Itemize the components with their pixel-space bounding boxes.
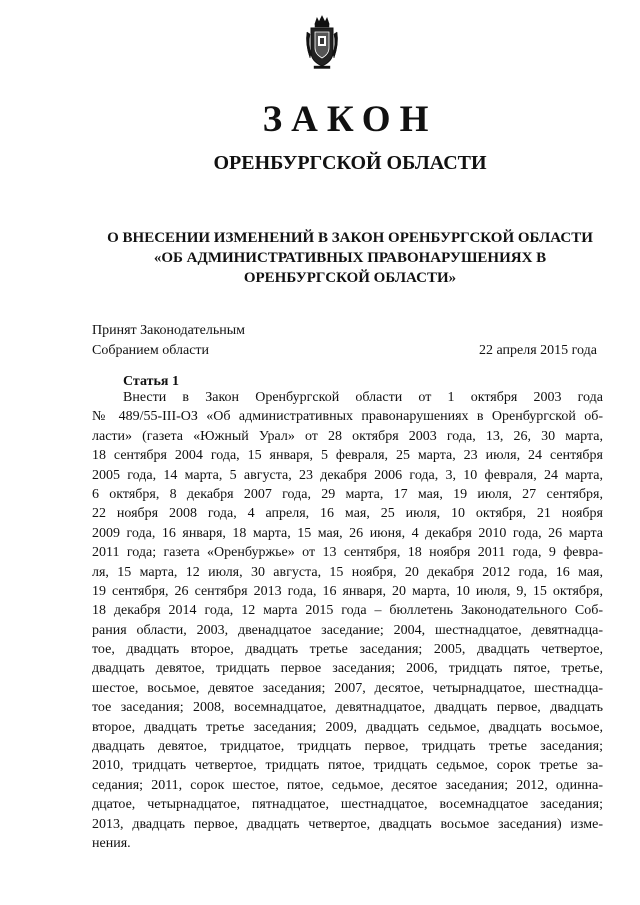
region-title: ОРЕНБУРГСКОЙ ОБЛАСТИ bbox=[213, 152, 487, 174]
subject-line: ОРЕНБУРГСКОЙ ОБЛАСТИ» bbox=[243, 270, 457, 286]
body-line: тое, двадцать второе, двадцать третье заседания; 2005, двадцать четвертое, bbox=[92, 642, 603, 658]
law-title: ЗАКОН bbox=[262, 99, 438, 140]
body-line: 2013, двадцать первое, двадцать четвертое, двадцать восьмое заседания) изме- bbox=[92, 816, 603, 832]
body-line: ласти» (газета «Южный Урал» от 28 октября 2003 года, 13, 26, 30 марта, bbox=[92, 428, 603, 444]
body-line: 2011 года; газета «Оренбуржье» от 13 сентября, 18 ноября 2011 года, 9 февра- bbox=[92, 545, 603, 561]
body-line: тое заседания; 2008, восемнадцатое, девятнадцатое, двадцать первое, двадцать bbox=[92, 700, 603, 716]
body-line: рания области, 2003, двенадцатое заседание; 2004, шестнадцатое, девятнадца- bbox=[92, 622, 603, 638]
body-line: двадцать девятое, тридцать первое заседания; 2006, тридцать пятое, третье, bbox=[92, 661, 603, 677]
body-line: второе, двадцать третье заседания; 2009, двадцать седьмое, двадцать восьмое, bbox=[92, 719, 603, 735]
body-line: 18 декабря 2014 года, 12 марта 2015 года – бюллетень Законодательного Соб- bbox=[92, 603, 603, 619]
adoption-line: Собранием области bbox=[92, 343, 210, 358]
body-line: нения. bbox=[92, 835, 131, 851]
body-line: 18 сентября 2004 года, 15 января, 5 февраля, 25 марта, 23 июля, 24 сентября bbox=[92, 448, 603, 464]
article-body bbox=[92, 388, 603, 853]
law-subject bbox=[100, 228, 600, 288]
body-line: седания; 2011, сорок шестое, пятое, седьмое, десятое заседания; 2012, одинна- bbox=[92, 777, 603, 793]
body-line: 6 октября, 8 декабря 2007 года, 29 марта, 17 мая, 19 июля, 27 сентября, bbox=[92, 486, 603, 502]
body-line: 19 сентября, 26 сентября 2013 года, 16 января, 20 марта, 10 июля, 9, 15 октября, bbox=[92, 583, 603, 599]
body-line: 2009 года, 16 января, 18 марта, 15 мая, 26 июня, 4 декабря 2010 года, 26 марта bbox=[92, 525, 603, 541]
body-line: 2005 года, 14 марта, 5 августа, 23 декабря 2006 года, 3, 10 февраля, 24 марта, bbox=[92, 467, 603, 483]
subject-line: «ОБ АДМИНИСТРАТИВНЫХ ПРАВОНАРУШЕНИЯХ В bbox=[153, 250, 547, 266]
article-heading: Статья 1 bbox=[123, 374, 179, 389]
body-line: 2010, тридцать четвертое, тридцать пятое, тридцать седьмое, сорок третье за- bbox=[92, 758, 603, 774]
body-line: ля, 15 марта, 12 июля, 30 августа, 15 ноября, 20 декабря 2012 года, 16 мая, bbox=[92, 564, 603, 580]
body-line: Внести в Закон Оренбургской области от 1 октября 2003 года bbox=[123, 390, 603, 405]
body-line: дцатое, четырнадцатое, пятнадцатое, шестнадцатое, восемнадцатое заседания; bbox=[92, 797, 603, 813]
adoption-statement bbox=[92, 321, 245, 361]
body-line: шестое, восьмое, девятое заседания; 2007, десятое, четырнадцатое, шестнадца- bbox=[92, 680, 603, 696]
body-line: № 489/55-III-ОЗ «Об административных правонарушениях в Оренбургской об- bbox=[92, 409, 603, 425]
subject-line: О ВНЕСЕНИИ ИЗМЕНЕНИЙ В ЗАКОН ОРЕНБУРГСКОЙ ОБЛАСТИ bbox=[107, 230, 593, 246]
body-line: двадцать девятое, тридцатое, тридцать первое, тридцать третье заседания; bbox=[92, 739, 603, 755]
coat-of-arms-icon bbox=[302, 14, 342, 70]
body-line: 22 ноября 2008 года, 4 апреля, 16 мая, 25 июля, 10 октября, 21 ноября bbox=[92, 506, 603, 522]
adoption-line: Принят Законодательным bbox=[92, 323, 245, 338]
adoption-date: 22 апреля 2015 года bbox=[479, 343, 597, 358]
